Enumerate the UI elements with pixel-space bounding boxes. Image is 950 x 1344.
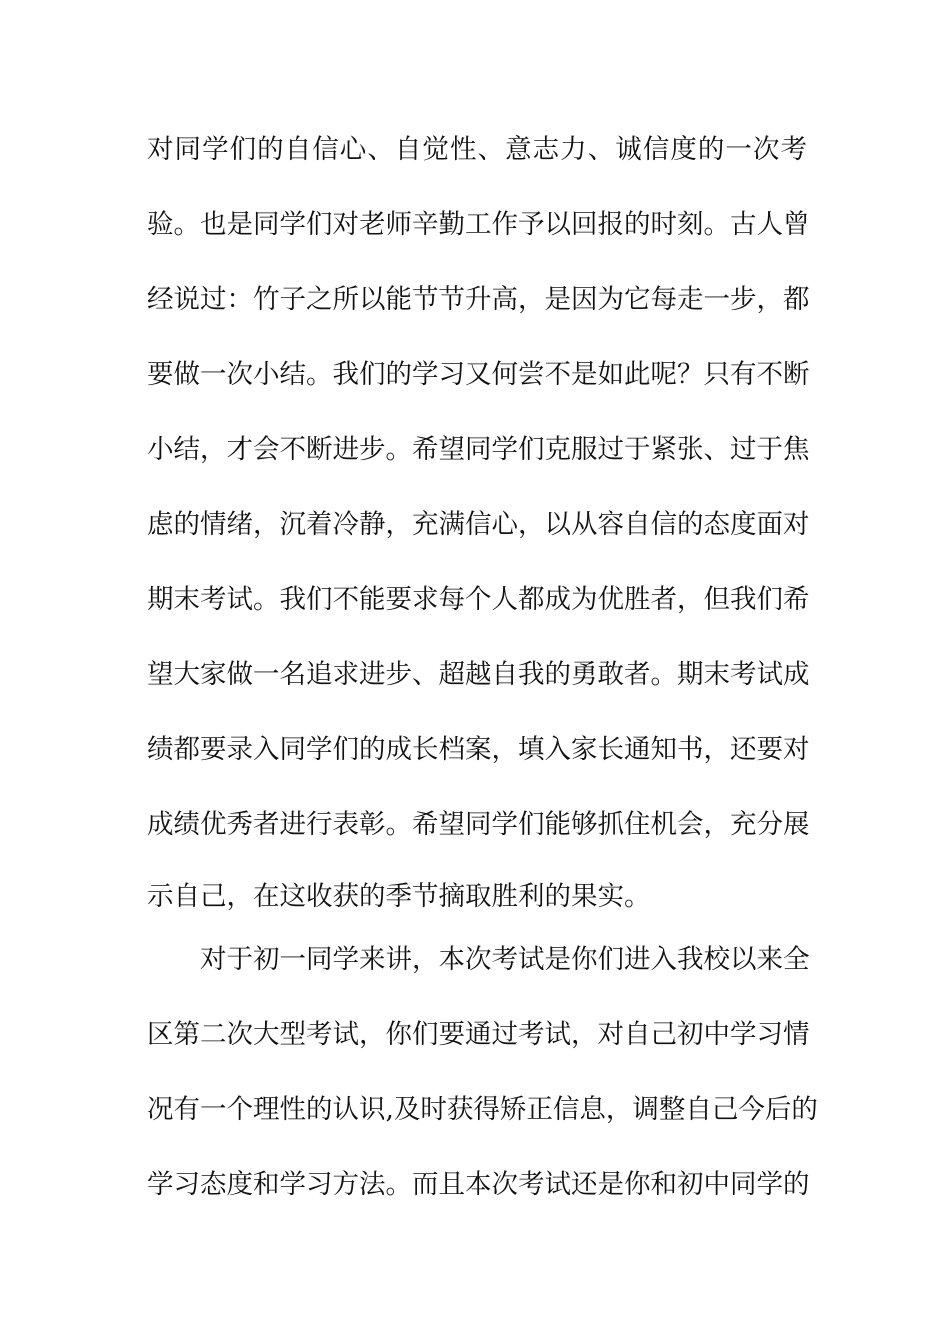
paragraph-line: 小结，才会不断进步。希望同学们克服过于紧张、过于焦	[147, 434, 810, 465]
paragraph-line: 望大家做一名追求进步、超越自我的勇敢者。期末考试成	[147, 659, 810, 690]
paragraph-line: 示自己，在这收获的季节摘取胜利的果实。	[147, 881, 651, 912]
paragraph-line: 要做一次小结。我们的学习又何尝不是如此呢？只有不断	[147, 359, 810, 390]
paragraph-line: 区第二次大型考试，你们要通过考试，对自己初中学习情	[147, 1019, 810, 1050]
paragraph-line: 验。也是同学们对老师辛勤工作予以回报的时刻。古人曾	[147, 209, 810, 240]
paragraph-line: 虑的情绪，沉着冷静，充满信心，以从容自信的态度面对	[147, 509, 810, 540]
paragraph-line: 况有一个理性的认识,及时获得矫正信息，调整自己今后的	[147, 1094, 818, 1125]
paragraph-line: 对同学们的自信心、自觉性、意志力、诚信度的一次考	[147, 134, 807, 165]
paragraph-line: 学习态度和学习方法。而且本次考试还是你和初中同学的	[147, 1169, 810, 1200]
paragraph-line: 经说过：竹子之所以能节节升高，是因为它每走一步，都	[147, 284, 810, 315]
paragraph-line: 对于初一同学来讲，本次考试是你们进入我校以来全	[200, 944, 810, 975]
paragraph-line: 成绩优秀者进行表彰。希望同学们能够抓住机会，充分展	[147, 809, 810, 840]
paragraph-line: 绩都要录入同学们的成长档案，填入家长通知书，还要对	[147, 734, 810, 765]
paragraph-line: 期末考试。我们不能要求每个人都成为优胜者，但我们希	[147, 584, 810, 615]
